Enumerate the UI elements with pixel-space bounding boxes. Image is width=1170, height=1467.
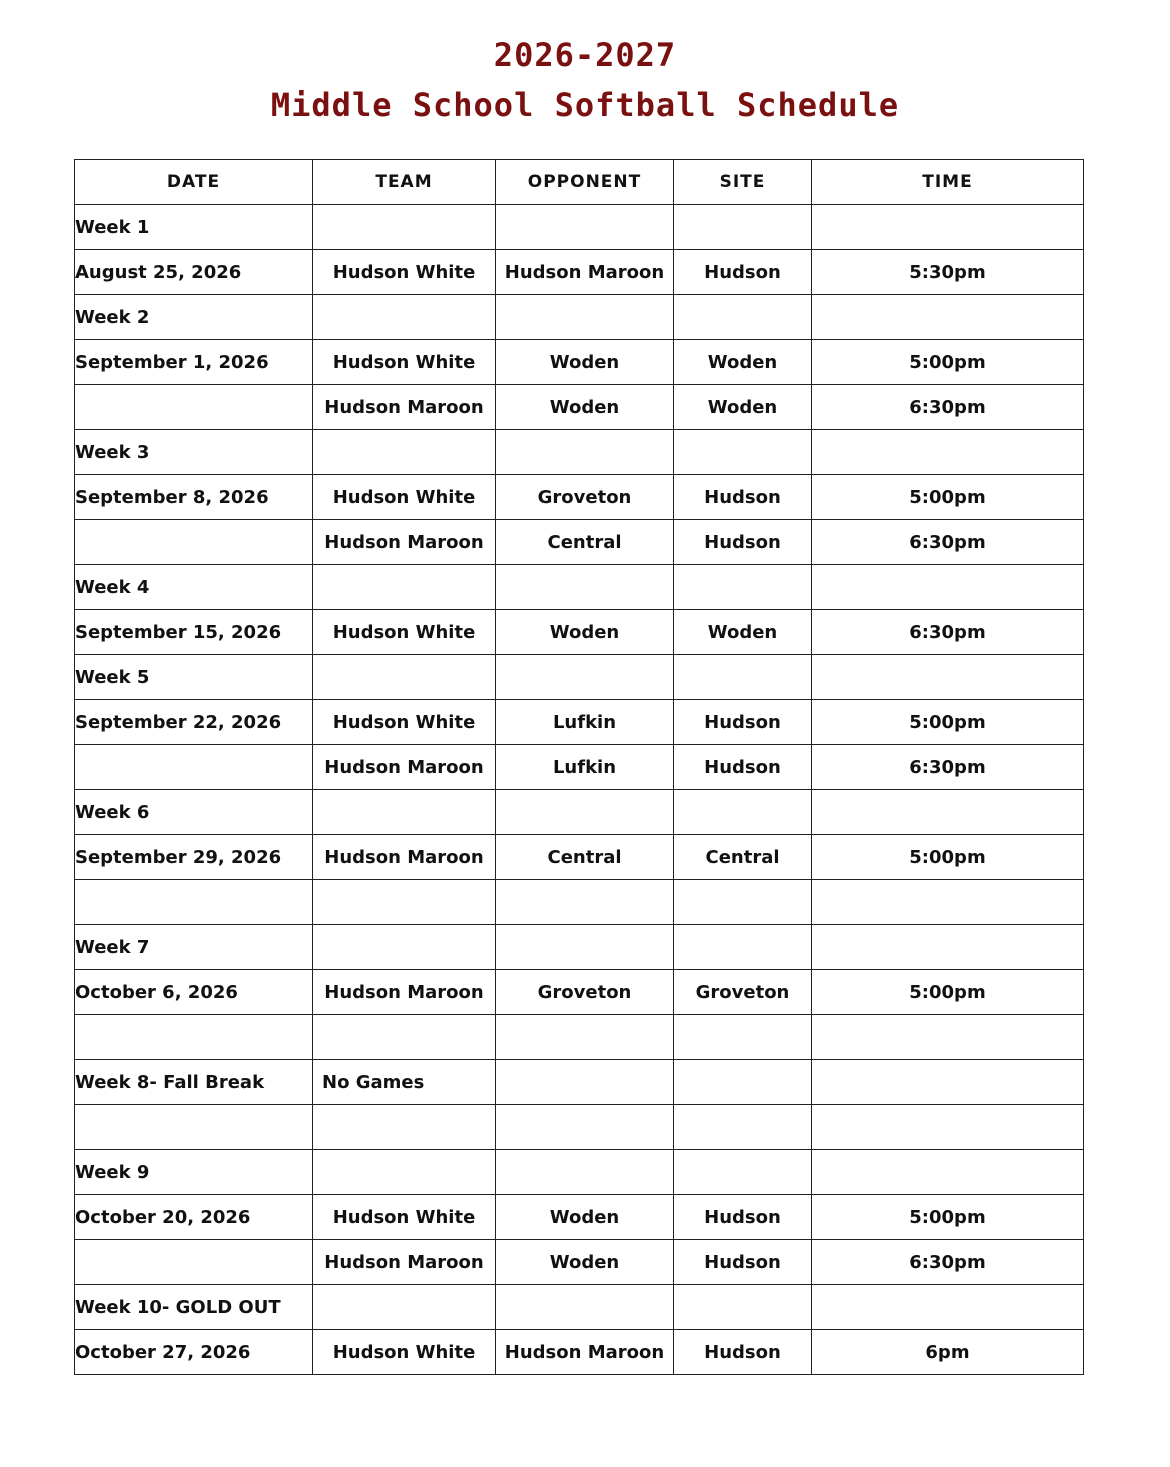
cell-opponent: Central — [496, 520, 674, 565]
cell-date: September 15, 2026 — [75, 610, 313, 655]
cell-time — [812, 1015, 1084, 1060]
table-row — [75, 970, 1084, 1015]
table-row — [75, 835, 1084, 880]
cell-team: Hudson White — [313, 250, 496, 295]
cell-site — [674, 1105, 812, 1150]
cell-site: Hudson — [674, 1195, 812, 1240]
cell-date — [75, 745, 313, 790]
cell-team: Hudson White — [313, 700, 496, 745]
table-row — [75, 790, 1084, 835]
cell-date — [75, 1105, 313, 1150]
cell-date: Week 6 — [75, 790, 313, 835]
header-date: DATE — [75, 160, 313, 205]
cell-date: Week 5 — [75, 655, 313, 700]
cell-time: 6pm — [812, 1330, 1084, 1375]
table-row — [75, 385, 1084, 430]
cell-date: October 27, 2026 — [75, 1330, 313, 1375]
cell-team: Hudson Maroon — [313, 970, 496, 1015]
cell-date — [75, 520, 313, 565]
table-row — [75, 1240, 1084, 1285]
cell-time — [812, 205, 1084, 250]
cell-opponent — [496, 565, 674, 610]
cell-time — [812, 1105, 1084, 1150]
cell-time: 5:00pm — [812, 1195, 1084, 1240]
page-title — [0, 30, 1170, 130]
cell-site — [674, 880, 812, 925]
cell-opponent: Hudson Maroon — [496, 1330, 674, 1375]
cell-opponent — [496, 205, 674, 250]
cell-opponent — [496, 925, 674, 970]
table-row — [75, 205, 1084, 250]
cell-opponent: Woden — [496, 610, 674, 655]
cell-team — [313, 790, 496, 835]
cell-opponent: Woden — [496, 1240, 674, 1285]
cell-date: September 8, 2026 — [75, 475, 313, 520]
header-time: TIME — [812, 160, 1084, 205]
cell-team — [313, 430, 496, 475]
table-row — [75, 295, 1084, 340]
table-header-row — [75, 160, 1084, 205]
title-name: Middle School Softball Schedule — [270, 86, 900, 124]
cell-site — [674, 790, 812, 835]
table-row — [75, 880, 1084, 925]
cell-opponent — [496, 295, 674, 340]
cell-site — [674, 295, 812, 340]
cell-site: Woden — [674, 385, 812, 430]
cell-site — [674, 1150, 812, 1195]
cell-team — [313, 205, 496, 250]
title-year: 2026-2027 — [493, 36, 677, 74]
cell-time — [812, 295, 1084, 340]
table-row — [75, 700, 1084, 745]
cell-opponent: Lufkin — [496, 745, 674, 790]
cell-team: Hudson White — [313, 1195, 496, 1240]
cell-time: 5:00pm — [812, 700, 1084, 745]
cell-site: Hudson — [674, 1240, 812, 1285]
cell-opponent — [496, 430, 674, 475]
cell-date: Week 9 — [75, 1150, 313, 1195]
cell-date: Week 1 — [75, 205, 313, 250]
cell-opponent — [496, 880, 674, 925]
cell-time — [812, 880, 1084, 925]
cell-team: Hudson White — [313, 340, 496, 385]
cell-team — [313, 1285, 496, 1330]
cell-date: September 29, 2026 — [75, 835, 313, 880]
cell-site: Hudson — [674, 475, 812, 520]
cell-date: October 6, 2026 — [75, 970, 313, 1015]
cell-opponent: Hudson Maroon — [496, 250, 674, 295]
cell-time — [812, 1060, 1084, 1105]
table-row — [75, 250, 1084, 295]
table-row — [75, 430, 1084, 475]
cell-team: No Games — [313, 1060, 496, 1105]
cell-date: Week 3 — [75, 430, 313, 475]
table-row — [75, 610, 1084, 655]
cell-time: 5:00pm — [812, 340, 1084, 385]
cell-time: 5:00pm — [812, 835, 1084, 880]
cell-time — [812, 655, 1084, 700]
cell-site — [674, 655, 812, 700]
cell-site — [674, 1285, 812, 1330]
table-row — [75, 745, 1084, 790]
cell-team — [313, 565, 496, 610]
cell-site: Woden — [674, 610, 812, 655]
schedule-table — [74, 159, 1084, 1375]
cell-date: August 25, 2026 — [75, 250, 313, 295]
cell-date: Week 4 — [75, 565, 313, 610]
cell-opponent: Woden — [496, 1195, 674, 1240]
cell-team — [313, 1150, 496, 1195]
cell-opponent — [496, 1015, 674, 1060]
cell-opponent — [496, 1150, 674, 1195]
cell-time: 6:30pm — [812, 610, 1084, 655]
cell-team — [313, 1105, 496, 1150]
cell-site — [674, 1060, 812, 1105]
cell-team: Hudson Maroon — [313, 520, 496, 565]
cell-time — [812, 925, 1084, 970]
cell-site: Hudson — [674, 700, 812, 745]
cell-team: Hudson Maroon — [313, 1240, 496, 1285]
cell-time: 6:30pm — [812, 745, 1084, 790]
cell-team: Hudson White — [313, 610, 496, 655]
cell-site — [674, 1015, 812, 1060]
cell-site: Groveton — [674, 970, 812, 1015]
cell-date: Week 8- Fall Break — [75, 1060, 313, 1105]
table-row — [75, 1330, 1084, 1375]
cell-opponent — [496, 790, 674, 835]
cell-team: Hudson White — [313, 1330, 496, 1375]
table-row — [75, 520, 1084, 565]
cell-opponent: Lufkin — [496, 700, 674, 745]
cell-time — [812, 1285, 1084, 1330]
cell-date: September 1, 2026 — [75, 340, 313, 385]
cell-opponent: Woden — [496, 340, 674, 385]
header-site: SITE — [674, 160, 812, 205]
cell-date: Week 7 — [75, 925, 313, 970]
table-row — [75, 1015, 1084, 1060]
table-row — [75, 565, 1084, 610]
table-body — [75, 205, 1084, 1375]
cell-time: 5:00pm — [812, 970, 1084, 1015]
cell-time: 6:30pm — [812, 1240, 1084, 1285]
cell-date: Week 10- GOLD OUT — [75, 1285, 313, 1330]
cell-site: Hudson — [674, 745, 812, 790]
cell-opponent: Central — [496, 835, 674, 880]
cell-opponent — [496, 1060, 674, 1105]
header-opponent: OPPONENT — [496, 160, 674, 205]
cell-date: October 20, 2026 — [75, 1195, 313, 1240]
cell-date — [75, 1240, 313, 1285]
table-row — [75, 1195, 1084, 1240]
cell-site: Hudson — [674, 520, 812, 565]
table-row — [75, 655, 1084, 700]
cell-team — [313, 655, 496, 700]
cell-time — [812, 565, 1084, 610]
cell-time — [812, 1150, 1084, 1195]
cell-team — [313, 880, 496, 925]
table-row — [75, 340, 1084, 385]
table-row — [75, 1150, 1084, 1195]
cell-team: Hudson Maroon — [313, 385, 496, 430]
cell-date — [75, 385, 313, 430]
cell-team — [313, 925, 496, 970]
cell-time: 5:00pm — [812, 475, 1084, 520]
cell-date: Week 2 — [75, 295, 313, 340]
cell-date: September 22, 2026 — [75, 700, 313, 745]
cell-team: Hudson White — [313, 475, 496, 520]
cell-time: 5:30pm — [812, 250, 1084, 295]
cell-site: Central — [674, 835, 812, 880]
cell-team — [313, 1015, 496, 1060]
cell-site — [674, 430, 812, 475]
cell-opponent — [496, 655, 674, 700]
header-team: TEAM — [313, 160, 496, 205]
cell-time — [812, 790, 1084, 835]
table-row — [75, 1105, 1084, 1150]
cell-site: Woden — [674, 340, 812, 385]
cell-team: Hudson Maroon — [313, 835, 496, 880]
cell-opponent: Woden — [496, 385, 674, 430]
cell-team: Hudson Maroon — [313, 745, 496, 790]
cell-site — [674, 565, 812, 610]
cell-date — [75, 1015, 313, 1060]
table-row — [75, 1285, 1084, 1330]
cell-opponent: Groveton — [496, 475, 674, 520]
cell-site: Hudson — [674, 250, 812, 295]
cell-time: 6:30pm — [812, 520, 1084, 565]
cell-site — [674, 205, 812, 250]
cell-time — [812, 430, 1084, 475]
cell-opponent — [496, 1285, 674, 1330]
cell-time: 6:30pm — [812, 385, 1084, 430]
cell-site: Hudson — [674, 1330, 812, 1375]
cell-opponent — [496, 1105, 674, 1150]
cell-date — [75, 880, 313, 925]
cell-team — [313, 295, 496, 340]
table-row — [75, 925, 1084, 970]
cell-opponent: Groveton — [496, 970, 674, 1015]
table-row — [75, 475, 1084, 520]
cell-site — [674, 925, 812, 970]
table-row — [75, 1060, 1084, 1105]
